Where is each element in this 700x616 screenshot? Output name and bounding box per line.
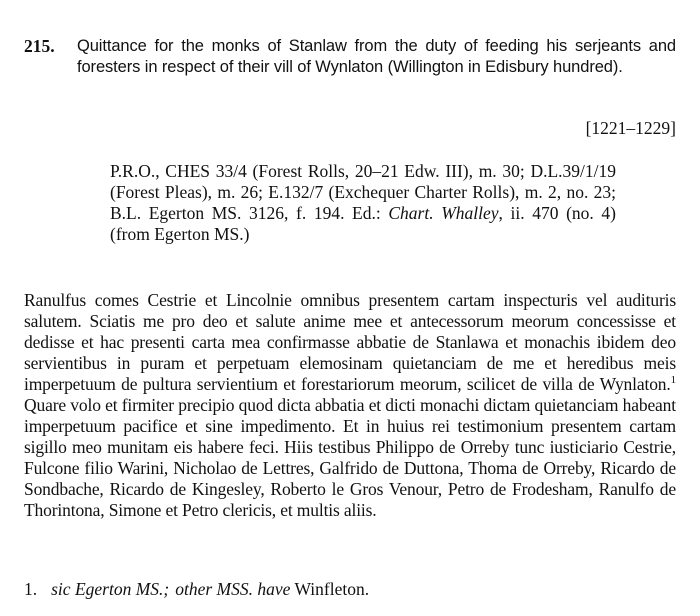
footnote-italic-2: other MSS. have (175, 579, 291, 599)
edition-title: Chart. Whalley (388, 203, 499, 223)
footnote (24, 579, 369, 600)
sources-text-1: P.R.O., CHES 33/4 (Forest Rolls, 20–21 Edw. III), m. 30; D.L.39/1/19 (Forest Pleas), m. 26; E.132/7 (Exchequer Charter Rolls), m. 2, no. 23; B.L. Egerton MS. 3126, f. 194. Ed.: (110, 161, 616, 223)
sources-paragraph (110, 161, 616, 245)
footnote-number: 1. (24, 579, 38, 599)
footnote-plain: Winfleton. (290, 579, 370, 599)
footnote-italic-1: sic Egerton MS.; (51, 579, 170, 599)
charter-text-2: Quare volo et firmiter precipio quod dicta abbatia et dicti monachi dictam quietanciam habeant imperpetuum pacifice et sine impedimento. Et in huius rei testimonium presentem cartam sigillo meo munitam eis habere feci. Hiis testibus Philippo de Orreby tunc iusticiario Cestrie, Fulcone filio Warini, Nicholao de Lettres, Galfrido de Duttona, Thoma de Orreby, Ricardo de Sondbache, Ricardo de Kingesley, Roberto le Gros Venour, Petro de Frodesham, Ranulfo de Thorintona, Simone et Petro clericis, et multis aliis. (24, 395, 676, 520)
sources-text-2: , ii. 470 (no. 4) (from Egerton MS.) (110, 203, 616, 244)
entry-title: Quittance for the monks of Stanlaw from the duty of feeding his serjeants and foresters in respect of their vill of Wynlaton (Willington in Edisbury hundred). (77, 37, 676, 76)
charter-text (24, 290, 676, 521)
entry-date: [1221–1229] (585, 118, 676, 138)
footnote-marker: 1 (670, 374, 676, 387)
entry-number: 215. (24, 36, 55, 56)
entry-heading (24, 36, 676, 78)
charter-text-1: Ranulfus comes Cestrie et Lincolnie omnibus presentem cartam inspecturis vel audituris salutem. Sciatis me pro deo et salute anime mee et antecessorum meorum concessisse et dedisse et hac presenti carta mea confirmasse abbatie de Stanlawa et monachis ibidem deo servientibus in puram et perpetuam elemosinam quietanciam de me et heredibus meis imperpetuum de pultura servientium et forestariorum meorum, scilicet de villa de Wynlaton. (24, 290, 676, 394)
